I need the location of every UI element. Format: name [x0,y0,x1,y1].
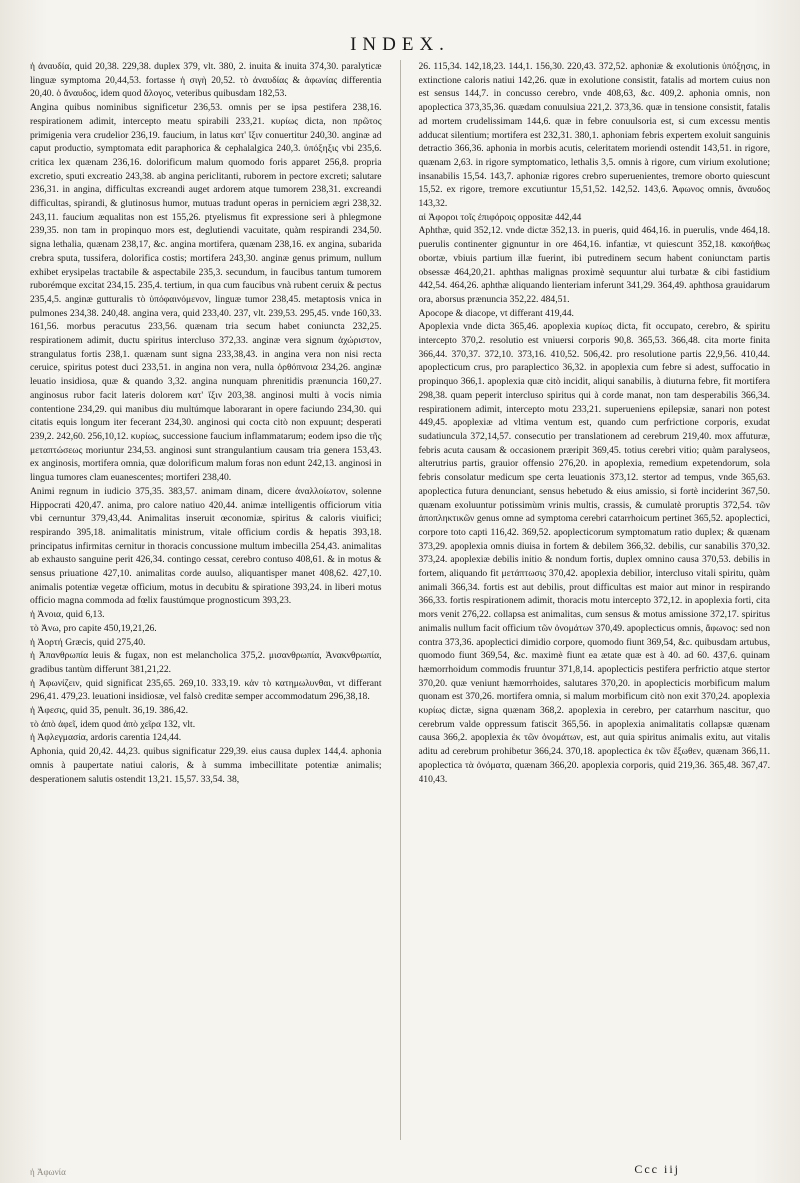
index-entry: Aphthæ, quid 352,12. vnde dictæ 352,13. in pueris, quid 464,16. in puerulis, vnde 464,18. puerulis continenter gignuntur in ore 464,16. infantiæ, vt quiescunt 352,18. κακοήθως obortæ, vbiuis partium illæ fuerint, ibi putredinem secum habent coniunctam partis obsessæ 464,20,21. aphthas malignas proximè sequuntur alui turbatæ & cibi fastidium 442,54. 464,26. aphthæ aliquando lienteriam inferunt 341,29. 364,49. aphthosa grauidarum ora, aborsus prænuncia 352,22. 484,51. [418,225,770,305]
index-entry: ἡ ἀναυδία, quid 20,38. 229,38. duplex 379, vlt. 380, 2. inuita & inuita 374,30. paralyticæ linguæ symptoma 20,44,53. fortasse ἡ σιγὴ 20,52. τὸ ἀναυδίας & ἀφωνίας differentia 20,40. ὁ ἄναυδος, idem quod ἄλογος, veteribus quibusdam 182,53. [30,61,382,100]
index-entry: ἡ Ἀφεσις, quid 35, penult. 36,19. 386,42. [30,705,189,717]
index-entry: ἡ Ἀπανθρωπία leuis & fugax, non est melancholica 375,2. μισανθρωπία, Ἀνακνθρωπία, gradibus tantùm differunt 381,21,22. [30,650,382,675]
index-entry: τὸ Ἀνω, pro capite 450,19,21,26. [30,622,157,634]
index-entry: αἱ Ἀφοροι τοῖς ἐπιφόροις oppositæ 442,44 [418,211,582,223]
index-entry: Aphonia, quid 20,42. 44,23. quibus significatur 229,39. eius causa duplex 144,4. aphonia omnis à paupertate natiui caloris, & à summa imbecillitate potentiæ animalis; desperationem salutis ostendit 13,21. 15,57. 33,54. 38, [30,746,382,785]
page-header: INDEX. [350,34,450,55]
column-divider [400,60,401,1140]
index-entry: ἡ Ἀορτή Græcis, quid 275,40. [30,636,146,648]
index-entry: Apocope & diacope, vt differant 419,44. [418,307,574,319]
index-entry: ἡ Ἀφωνίζειν, quid significat 235,65. 269,10. 333,19. κἀν τὸ κατημωλυνθαι, vt differant 296,41. 479,23. leuationi insidiosæ, vel falsò creditæ semper accommodatum 296,38,18. [30,677,382,703]
index-entry: ἡ Ἀφλεγμασία, ardoris carentia 124,44. [30,732,182,744]
index-entry: ἡ Ἀνοια, quid 6,13. [30,609,105,621]
right-column [419,60,771,1140]
index-entry: Animi regnum in iudicio 375,35. 383,57. animam dinam, dicere ἀναλλοίωτον, solenne Hippocrati 420,47. anima, pro calore natiuo 420,44. animæ intelligentis officiorum vitia vbi cernuntur 379,43,44. Animalitas inseruit œconomiæ, spiritus & caloris viuifici; respirando 395,18. animalitatis ministrum, vitale officium cordis & hepatis 393,18. principatus infirmitas cernitur in thoracis concussione multum imbecilla 254,43. animalitas ab exhausto sanguine perit 426,34. contingo cessat, cerebro contuso 408,61. & in motus & sensus priuatione 427,10. animalitas corde auulso, aliquantisper manet 408,62. 427,10. animalis potentiæ vegetæ officium, motus in decubitu & spiratione 393,24. in liberi motus officio magna commoda ad fœlix faustúmque prognosticum 393,23. [30,485,382,607]
index-entry: Apoplexia vnde dicta 365,46. apoplexia κυρίως dicta, fit occupato, cerebro, & spiritu intercepto 370,2. resolutio est vniuersi corporis 90,8. 365,53. 366,48. cita morte finita 366,44. 370,37. 372,10. 373,16. 410,52. 506,42. pro resolutione partis 22,9,56. 410,44. apoplecticum crus, pro paraplectico 36,32. in apoplexia cum febre si adest, suffocatio in propinquo 366,1. apoplexia quæ citò incidit, aliqui sanabilis, à diuturna febre, fit mortifera 298,38. quam peperit intercluso spiritus qui à corde manat, non tam desperabilis 366,34. respirationem adimit, intercepto motu 233,21. superueniens epilepsiæ, sanari non potest 449,45. apoplexiæ ad vltima ventum est, quando cum perfrictione corporis, exudat sudatiuncula 372,14,57. consecutio per translationem ad cerebrum 219,40. mox affuturæ, febris acuta causam & occasionem præripit 369,45. totius cerebri vitio; quàm paralyseos, alterutrius partis, grauior offensio 276,20. in apoplexia, remedium expetendorum, sola febris consolatur medicum spe certa leuationis 373,12. stertor ad tempus, vnde 365,63. apoplectica futura denunciant, sensus hebetudo & eius amissio, si fortè inciderint 367,50. quænam exoluuntur potissimùm vrinis multis, crassis, & cumulatè proruptis 372,54. τῶν ἀποπληκτικῶν genus omne ad symptoma cerebri catarrhoicum pertinet 365,52. apoplectici, corpore toto capti 116,42. 369,52. apoplecticorum symptomatum ratio duplex; & quænam 373,29. apoplexia omnis diuisa in fortem & debilem 366,32. debilis, cur sanabilis 370,32. 373,24. apoplexiæ debilis initio & nondum fortis, duplex omnino causa 370,53. debilis in fortem, aliquando fit μετάπτωσις 370,42. apoplexia debilior, intercluso vitali spiritu, quàm animali 366,34. fortis est aut debilis, prout difficultas est maior aut minor in respirando 366,33. fortis respirationem adimit, thoracis motu intercepto 372,12. in apoplexia forti, cita mors venit 276,22. collapsa est animalitas, cum sensus & motus amissione 372,17. spiritus animalis nullum facit officium τῶν ὀνομάτων 370,49. apoplecticus omnis, ἄφωνος: sed non contra 373,36. apoplectici dimidio corpore, quomodo fiunt 369,54, &c. quibusdam artubus, quomodo fiunt 369,54, &c. maximè fiunt ea ætate quæ est à 40. ad 60. 437,6. quinam hæmorrhoidum commodis fruuntur 371,8,14. apoplecticis pestifera perfrictio atque stertor 370,20. quæ veniunt hæmorrhoides, salutares 370,20. in apoplecticis morbificum malum quonam est 370,26. mortifera omnia, si malum morbificum citò non exit 370,24. apoplexia κυρίως dictæ, signa quænam 368,2. apoplexia in cerebro, per catarrhum nascitur, quo cerebrum valde oppressum fatiscit 365,56. in apoplexia animalitatis collapsæ quænam causa 366,2. apoplexia ἐκ τῶν ὀνομάτων, est, aut quia spiritus animalis exitu, aut vitalis aditu ad cerebrum prohibetur 366,24. 370,18. apoplectica ἐκ τῶν ἔξωθεν, quænam 366,11. apoplectica τὰ ὀνόματα, quænam 366,20. apoplexia corporis, quid 219,36. 365,48. 367,47. 410,43. [418,321,770,785]
two-column-body [30,60,770,1140]
signature-mark: Ccc iij [634,1162,680,1176]
left-column [30,60,382,1140]
index-entry: Angina quibus nominibus significetur 236,53. omnis per se ipsa pestifera 238,16. respirationem adimit, intercepto meatu spirabili 233,21. κυρίως dicta, non πρῶτος primigenia vera crudelior 236,19. faucium, in latus κατ' ἴξιν conuertitur 240,30. anginæ ad caput productio, symptomata edit paraphorica & cephalalgica 240,3. ὑπόξηξις vbi 235,6. critica lex quænam 236,16. dolorificum malum quomodo foris apparet 256,8. propria excretio, sputi excreatio 243,38. ab angina periclitanti, ruborem in pectore excreti; salutare 236,31. in angina, difficultas excreandi auget ardorem atque tumorem 238,31. excreandi difficultas, spirandi, & glutinosus humor, mutuas tradunt operas in perniciem ægri 238,32. 243,11. faucium æqualitas non est 155,26. ptyelismus fit expressione seri à phlegmone 239,35. non tam in propinquo mors est, deglutiendi vacuitate, quàm respirandi 234,50. signa lethalia, quænam 238,17, &c. angina mortifera, quænam 238,16. ex angina, subarida crebra sputa, tussifera, dolorifica costis; mortifera 243,30. anginæ genus primum, nullum exhibet erysipelas tractabile & aspectabile 235,3. secundum, in faucibus tantum tumorem ruborémque excitat 234,15. 235,4. tertium, in qua cum faucibus vnà rubent ceruix & pectus 235,4,5. anginæ gutturalis τὸ ὑπόφαινόμενον, linguæ tumor 238,45. metaptosis vnica in pulmones 234,38. 240,48. angina vera, quid 233,40. 237, vlt. 239,53. 295,45. vnde 160,33. 161,56. morbus peracutus 233,56. quænam tria secum habet coniuncta 232,25. respirationem adimit, ductu spiritus intercluso 372,33. anginæ vera signum ἀχώριστον, strangulatus fortis 238,1. quænam sunt signa 233,38,43. in angina vera non nisi recta ceruice, spiritus potest duci 233,51. in angina non vera, nulla ὀρθόπνοια 234,26. anginæ leuatio insidiosa, quæ & quando 3,32. angina nunquam phrenitidis prænuncia 160,27. anginosus rubor facit lateris dolorem κατ' ἴξιν 203,38. anginosi multi à vocis nimia contentione 234,29. qui manibus diu multúmque laborarant in opere faciundo 234,30. qui citatis equis longum iter fecerant 234,30. anginosi qui cocta citò non expuunt; desperati 239,2. 242,60. 256,10,12. κυρίως, successione faucium inflammatarum; eodem ipso die τῆς μεταπτώσεως moriuntur 234,53. anginosi sunt strangulantium causam tria genera 153,43. ex anginosis, mortifera omnia, quæ dolorificum malum foras non edunt 242,13. anginosi in lingua tumores clam euanescentes; mortiferi 238,40. [30,102,382,484]
index-entry: τὸ ἀπὸ ἀφεῖ, idem quod ἀπὸ χεῖρα 132, vlt. [30,718,196,730]
index-entry: 26. 115,34. 142,18,23. 144,1. 156,30. 220,43. 372,52. aphoniæ & exolutionis ὑπόξησις, in extinctione caloris natiui 142,26. quæ in exolutione consistit, fatalis ad mortem cuius non est sensus 144,7. in concusso cerebro, vnde 408,63, &c. 409,2. aphonia omnis, non apoplectica 373,35,36. quædam conuulsiua 221,2. 373,36. quæ in tensione consistit, fatalis ad mortem crudelissimam 144,6. quæ in febre conuulsoria est, si cum excessu mentis adducat silentium; mortifera est 232,31. 380,1. aphoniam febris expertem exoluit sanguinis detractio 366,36. aphonia in morbis acutis, celeritatem moriendi ostendit 143,51. in rigore, quænam 2,63. in rigore symptomatico, lethalis 3,5. omnis à rigore, cum virium exolutione; insanabilis 15,54. 143,7. aphoniæ rigores crebro superuenientes, tremore oborto quiescunt 15,52. ex rigore, tremore excutiuntur 15,51,52. 142,52. 143,6. Ἀφωνος omnis, ἄναυδος 143,32. [418,61,770,210]
catchword: ἡ Ἀφωνία [30,1167,66,1177]
